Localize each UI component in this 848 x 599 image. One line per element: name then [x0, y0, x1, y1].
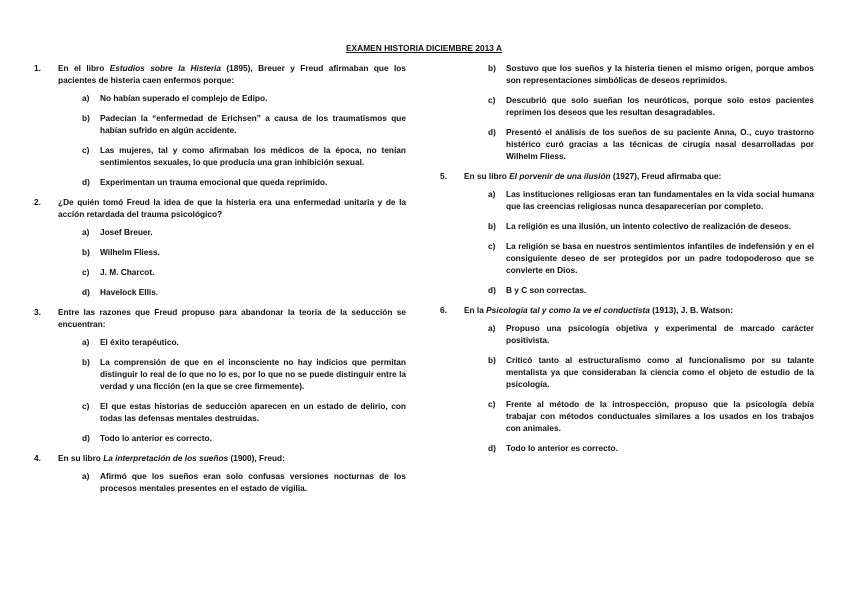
question-stem: ¿De quién tomó Freud la idea de que la histeria era una enfermedad unitaria y de la acción retardada del trauma psicológico? [58, 197, 406, 220]
question-stem: Entre las razones que Freud propuso para abandonar la teoría de la seducción se encuentran: [58, 307, 406, 330]
option: b) Padecían la “enfermedad de Erichsen” a causa de los traumatismos que habían sufrido en algún accidente. [82, 113, 406, 136]
question-2 [34, 196, 406, 298]
option: b) Sostuvo que los sueños y la histeria tienen el mismo origen, porque ambos son representaciones simbólicas de deseos reprimidos. [488, 63, 814, 86]
question-number: 2. [34, 197, 41, 208]
option: a) Las instituciones religiosas eran tan fundamentales en la vida social humana que las creencias religiosas nunca desaparecerían por completo. [488, 189, 814, 212]
option: d) Presentó el análisis de los sueños de su paciente Anna, O., cuyo trastorno histérico curó gracias a las técnicas de cirugía nasal desarrolladas por Wilhelm Fliess. [488, 127, 814, 162]
question-number: 1. [34, 63, 41, 73]
option: a) Propuso una psicología objetiva y experimental de marcado carácter positivista. [488, 323, 814, 346]
option: c) La religión se basa en nuestros sentimientos infantiles de indefensión y en el consiguiente deseo de ser protegidos por un padre todopoderoso que se convierte en Dios. [488, 241, 814, 276]
question-number: 4. [34, 453, 41, 464]
right-column [440, 62, 814, 462]
question-3 [34, 306, 406, 444]
option: a) Afirmó que los sueños eran solo confusas versiones nocturnas de los procesos mentales presentes en el estado de vigilia. [82, 471, 406, 494]
question-number: 3. [34, 307, 41, 318]
question-number: 5. [440, 171, 447, 182]
question-stem: En el libro Estudios sobre la Histeria (1895), Breuer y Freud afirmaban que los pacientes de histeria caen enfermos porque: [58, 63, 406, 86]
option: c) Descubrió que solo sueñan los neuróticos, porque solo estos pacientes reprimen los deseos que les resultan desagradables. [488, 95, 814, 118]
option: b) Wilhelm Fliess. [82, 247, 160, 258]
question-4 [34, 452, 406, 494]
option: b) Criticó tanto al estructuralismo como al funcionalismo por su talante mentalista ya que consideraban la ciencia como el objeto de estudio de la psicología. [488, 355, 814, 390]
option: a) El éxito terapéutico. [82, 337, 179, 348]
question-4-continued [440, 62, 814, 162]
option: d) Todo lo anterior es correcto. [488, 443, 618, 454]
option: d) Experimentan un trauma emocional que queda reprimido. [82, 177, 328, 188]
question-5 [440, 170, 814, 296]
option: a) Josef Breuer. [82, 227, 153, 238]
option: c) Las mujeres, tal y como afirmaban los médicos de la época, no tenían sentimientos sexuales, lo que producía una gran inhibición sexual. [82, 145, 406, 168]
question-stem: En la Psicología tal y como la ve el conductista (1913), J. B. Watson: [464, 305, 733, 316]
question-1 [34, 62, 406, 188]
option: b) La comprensión de que en el inconsciente no hay indicios que permitan distinguir lo real de lo que no lo es, por lo que no se puede distinguir entre la verdad y una ficción (en la que se cree firmemente). [82, 357, 406, 392]
option: d) Havelock Ellis. [82, 287, 159, 298]
question-stem: En su libro El porvenir de una ilusión (1927), Freud afirmaba que: [464, 171, 722, 182]
option: c) El que estas historias de seducción aparecen en un estado de delirio, con todas las defensas mentales destruidas. [82, 401, 406, 424]
option: b) La religión es una ilusión, un intento colectivo de realización de deseos. [488, 221, 791, 232]
question-stem: En su libro La interpretación de los sueños (1900), Freud: [58, 453, 285, 464]
option: a) No habían superado el complejo de Edipo. [82, 93, 268, 104]
option: c) J. M. Charcot. [82, 267, 155, 278]
question-number: 6. [440, 305, 447, 316]
left-column [34, 62, 406, 502]
question-6 [440, 304, 814, 454]
option: d) B y C son correctas. [488, 285, 587, 296]
exam-title: EXAMEN HISTORIA DICIEMBRE 2013 A [345, 43, 503, 53]
option: d) Todo lo anterior es correcto. [82, 433, 212, 444]
option: c) Frente al método de la introspección, propuso que la psicología debía trabajar con métodos conductuales similares a los usados en los trabajos con animales. [488, 399, 814, 434]
